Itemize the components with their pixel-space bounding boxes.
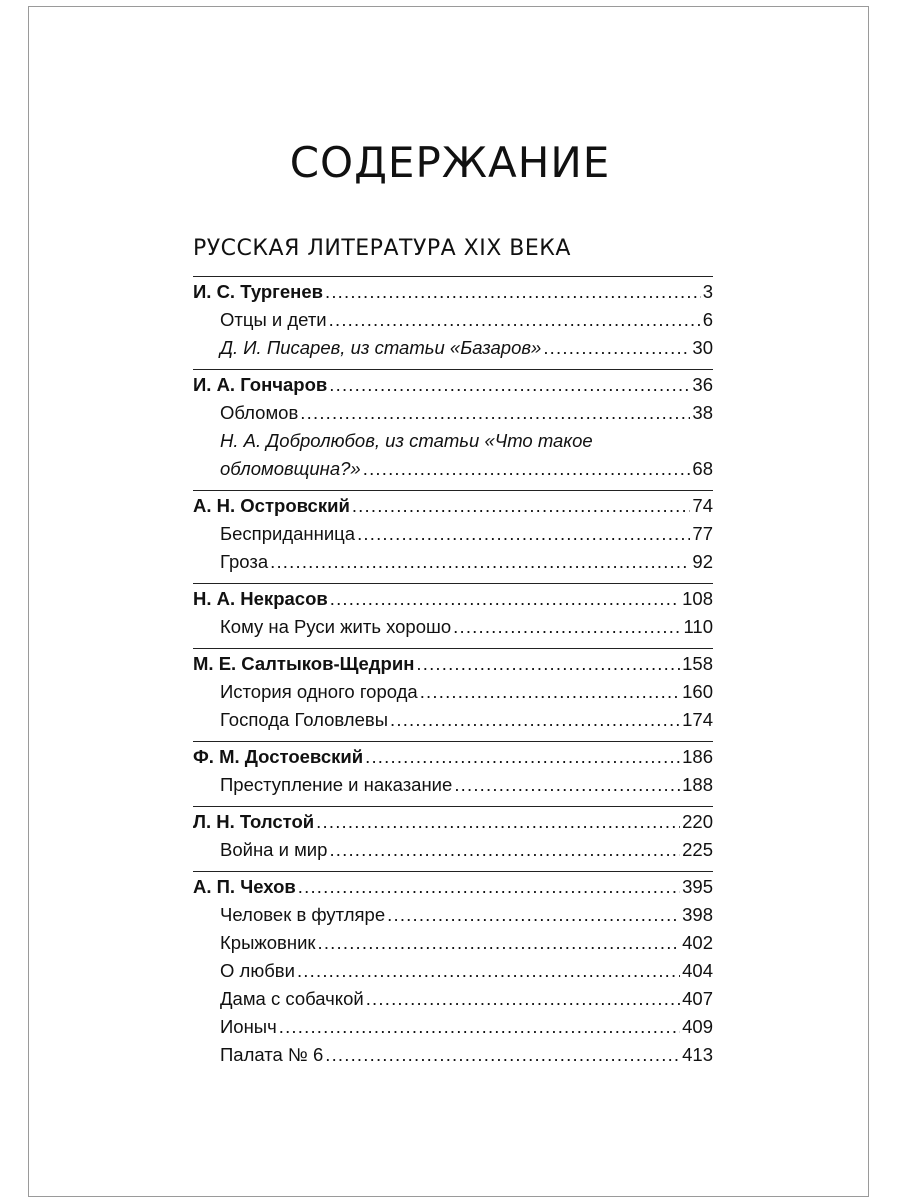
toc-leader-dots <box>387 903 680 927</box>
toc-leader-dots <box>363 457 691 481</box>
toc-work-label: История одного города <box>220 681 418 702</box>
toc-work-voyna-i-mir[interactable] <box>220 838 713 864</box>
toc-page-number: 174 <box>682 709 713 730</box>
toc-leader-dots <box>543 336 690 360</box>
toc-page-number: 74 <box>692 495 713 516</box>
toc-leader-dots <box>420 680 680 704</box>
toc-author-dostoevsky[interactable] <box>193 745 713 771</box>
group-divider <box>193 583 713 584</box>
group-divider <box>193 806 713 807</box>
toc-work-kryzhovnik[interactable] <box>220 931 713 957</box>
toc-author-chekhov[interactable] <box>193 875 713 901</box>
toc-page-number: 158 <box>682 653 713 674</box>
toc-leader-dots <box>325 1043 680 1067</box>
toc-work-ionych[interactable] <box>220 1015 713 1041</box>
toc-work-label: Кому на Руси жить хорошо <box>220 616 452 637</box>
toc-page-number: 3 <box>702 281 713 302</box>
toc-work-komu-na-rusi[interactable] <box>220 615 713 641</box>
toc-leader-dots <box>316 810 680 834</box>
toc-author-label: Н. А. Некрасов <box>193 588 328 609</box>
toc-leader-dots <box>454 773 680 797</box>
toc-leader-dots <box>453 615 681 639</box>
toc-leader-dots <box>329 308 701 332</box>
toc-work-label: Обломов <box>220 402 299 423</box>
toc-work-label: Н. А. Добролюбов, из статьи «Что такое <box>220 430 593 451</box>
toc-leader-dots <box>366 987 680 1011</box>
toc-work-label: Господа Головлевы <box>220 709 389 730</box>
toc-leader-dots <box>318 931 681 955</box>
toc-work-dobrolyubov-oblomovshchina[interactable] <box>220 457 713 483</box>
toc-author-label: Ф. М. Достоевский <box>193 746 364 767</box>
toc-leader-dots <box>416 652 680 676</box>
toc-page-number: 409 <box>682 1016 713 1037</box>
toc-author-label: А. Н. Островский <box>193 495 350 516</box>
toc-work-label: Бесприданница <box>220 523 356 544</box>
toc-work-palata-6[interactable] <box>220 1043 713 1069</box>
toc-author-nekrasov[interactable] <box>193 587 713 613</box>
group-divider <box>193 648 713 649</box>
toc-leader-dots <box>325 280 701 304</box>
toc-author-saltykov-shchedrin[interactable] <box>193 652 713 678</box>
toc-author-label: Л. Н. Толстой <box>193 811 315 832</box>
toc-author-label: А. П. Чехов <box>193 876 296 897</box>
toc-work-label: Отцы и дети <box>220 309 327 330</box>
toc-leader-dots <box>279 1015 680 1039</box>
group-divider <box>193 871 713 872</box>
toc-work-label: Д. И. Писарев, из статьи «Базаров» <box>220 337 542 358</box>
toc-page-number: 77 <box>692 523 713 544</box>
toc-leader-dots <box>300 401 690 425</box>
toc-work-label: О любви <box>220 960 295 981</box>
toc-page-number: 225 <box>682 839 713 860</box>
toc-page-number: 398 <box>682 904 713 925</box>
toc-page-number: 413 <box>682 1044 713 1065</box>
toc-work-label: Ионыч <box>220 1016 277 1037</box>
toc-page-number: 68 <box>692 458 713 479</box>
toc-work-label: Дама с собачкой <box>220 988 364 1009</box>
toc-leader-dots <box>329 838 680 862</box>
toc-page-number: 404 <box>682 960 713 981</box>
toc-author-label: И. С. Тургенев <box>193 281 323 302</box>
toc-work-bespridannitsa[interactable] <box>220 522 713 548</box>
toc-work-label: Крыжовник <box>220 932 316 953</box>
toc-author-goncharov[interactable] <box>193 373 713 399</box>
toc-leader-dots <box>329 373 690 397</box>
toc-author-turgenev[interactable] <box>193 280 713 306</box>
toc-work-label: обломовщина?» <box>220 458 361 479</box>
toc-author-ostrovsky[interactable] <box>193 494 713 520</box>
toc-work-dama-s-sobachkoy[interactable] <box>220 987 713 1013</box>
toc-page-number: 110 <box>683 616 713 637</box>
toc-leader-dots <box>330 587 680 611</box>
toc-work-o-lyubvi[interactable] <box>220 959 713 985</box>
toc-page-number: 38 <box>692 402 713 423</box>
toc-leader-dots <box>365 745 680 769</box>
toc-page-number: 220 <box>682 811 713 832</box>
toc-work-oblomov[interactable] <box>220 401 713 427</box>
toc-work-label: Палата № 6 <box>220 1044 324 1065</box>
toc-work-istoriya-odnogo-goroda[interactable] <box>220 680 713 706</box>
toc-page-number: 108 <box>682 588 713 609</box>
toc-work-label: Преступление и наказание <box>220 774 453 795</box>
toc-work-prestuplenie-i-nakazanie[interactable] <box>220 773 713 799</box>
toc-work-dobrolyubov-line1[interactable] <box>220 429 713 455</box>
group-divider <box>193 369 713 370</box>
toc-page-number: 186 <box>682 746 713 767</box>
toc-leader-dots <box>357 522 690 546</box>
toc-leader-dots <box>270 550 690 574</box>
toc-work-chelovek-v-futlyare[interactable] <box>220 903 713 929</box>
toc-page-number: 36 <box>692 374 713 395</box>
group-divider <box>193 490 713 491</box>
toc-work-groza[interactable] <box>220 550 713 576</box>
toc-page-number: 407 <box>682 988 713 1009</box>
toc-page-number: 6 <box>702 309 713 330</box>
toc-author-label: И. А. Гончаров <box>193 374 328 395</box>
section-heading: РУССКАЯ ЛИТЕРАТУРА XIX ВЕКА <box>193 236 571 261</box>
toc-page-number: 160 <box>682 681 713 702</box>
toc-page-number: 92 <box>692 551 713 572</box>
toc-leader-dots <box>298 875 680 899</box>
toc-work-label: Человек в футляре <box>220 904 386 925</box>
toc-work-label: Война и мир <box>220 839 328 860</box>
toc-work-ottsy-i-deti[interactable] <box>220 308 713 334</box>
toc-author-label: М. Е. Салтыков-Щедрин <box>193 653 415 674</box>
toc-work-pisarev-bazarov[interactable] <box>220 336 713 362</box>
page-title: СОДЕРЖАНИЕ <box>289 138 611 187</box>
group-divider <box>193 276 713 277</box>
toc-author-tolstoy[interactable] <box>193 810 713 836</box>
toc-page-number: 402 <box>682 932 713 953</box>
toc-leader-dots <box>352 494 691 518</box>
toc-page-number: 395 <box>682 876 713 897</box>
group-divider <box>193 741 713 742</box>
toc-leader-dots <box>297 959 680 983</box>
toc-page-number: 30 <box>692 337 713 358</box>
toc-page-number: 188 <box>682 774 713 795</box>
toc-leader-dots <box>390 708 680 732</box>
toc-work-gospoda-golovlevy[interactable] <box>220 708 713 734</box>
toc-work-label: Гроза <box>220 551 269 572</box>
